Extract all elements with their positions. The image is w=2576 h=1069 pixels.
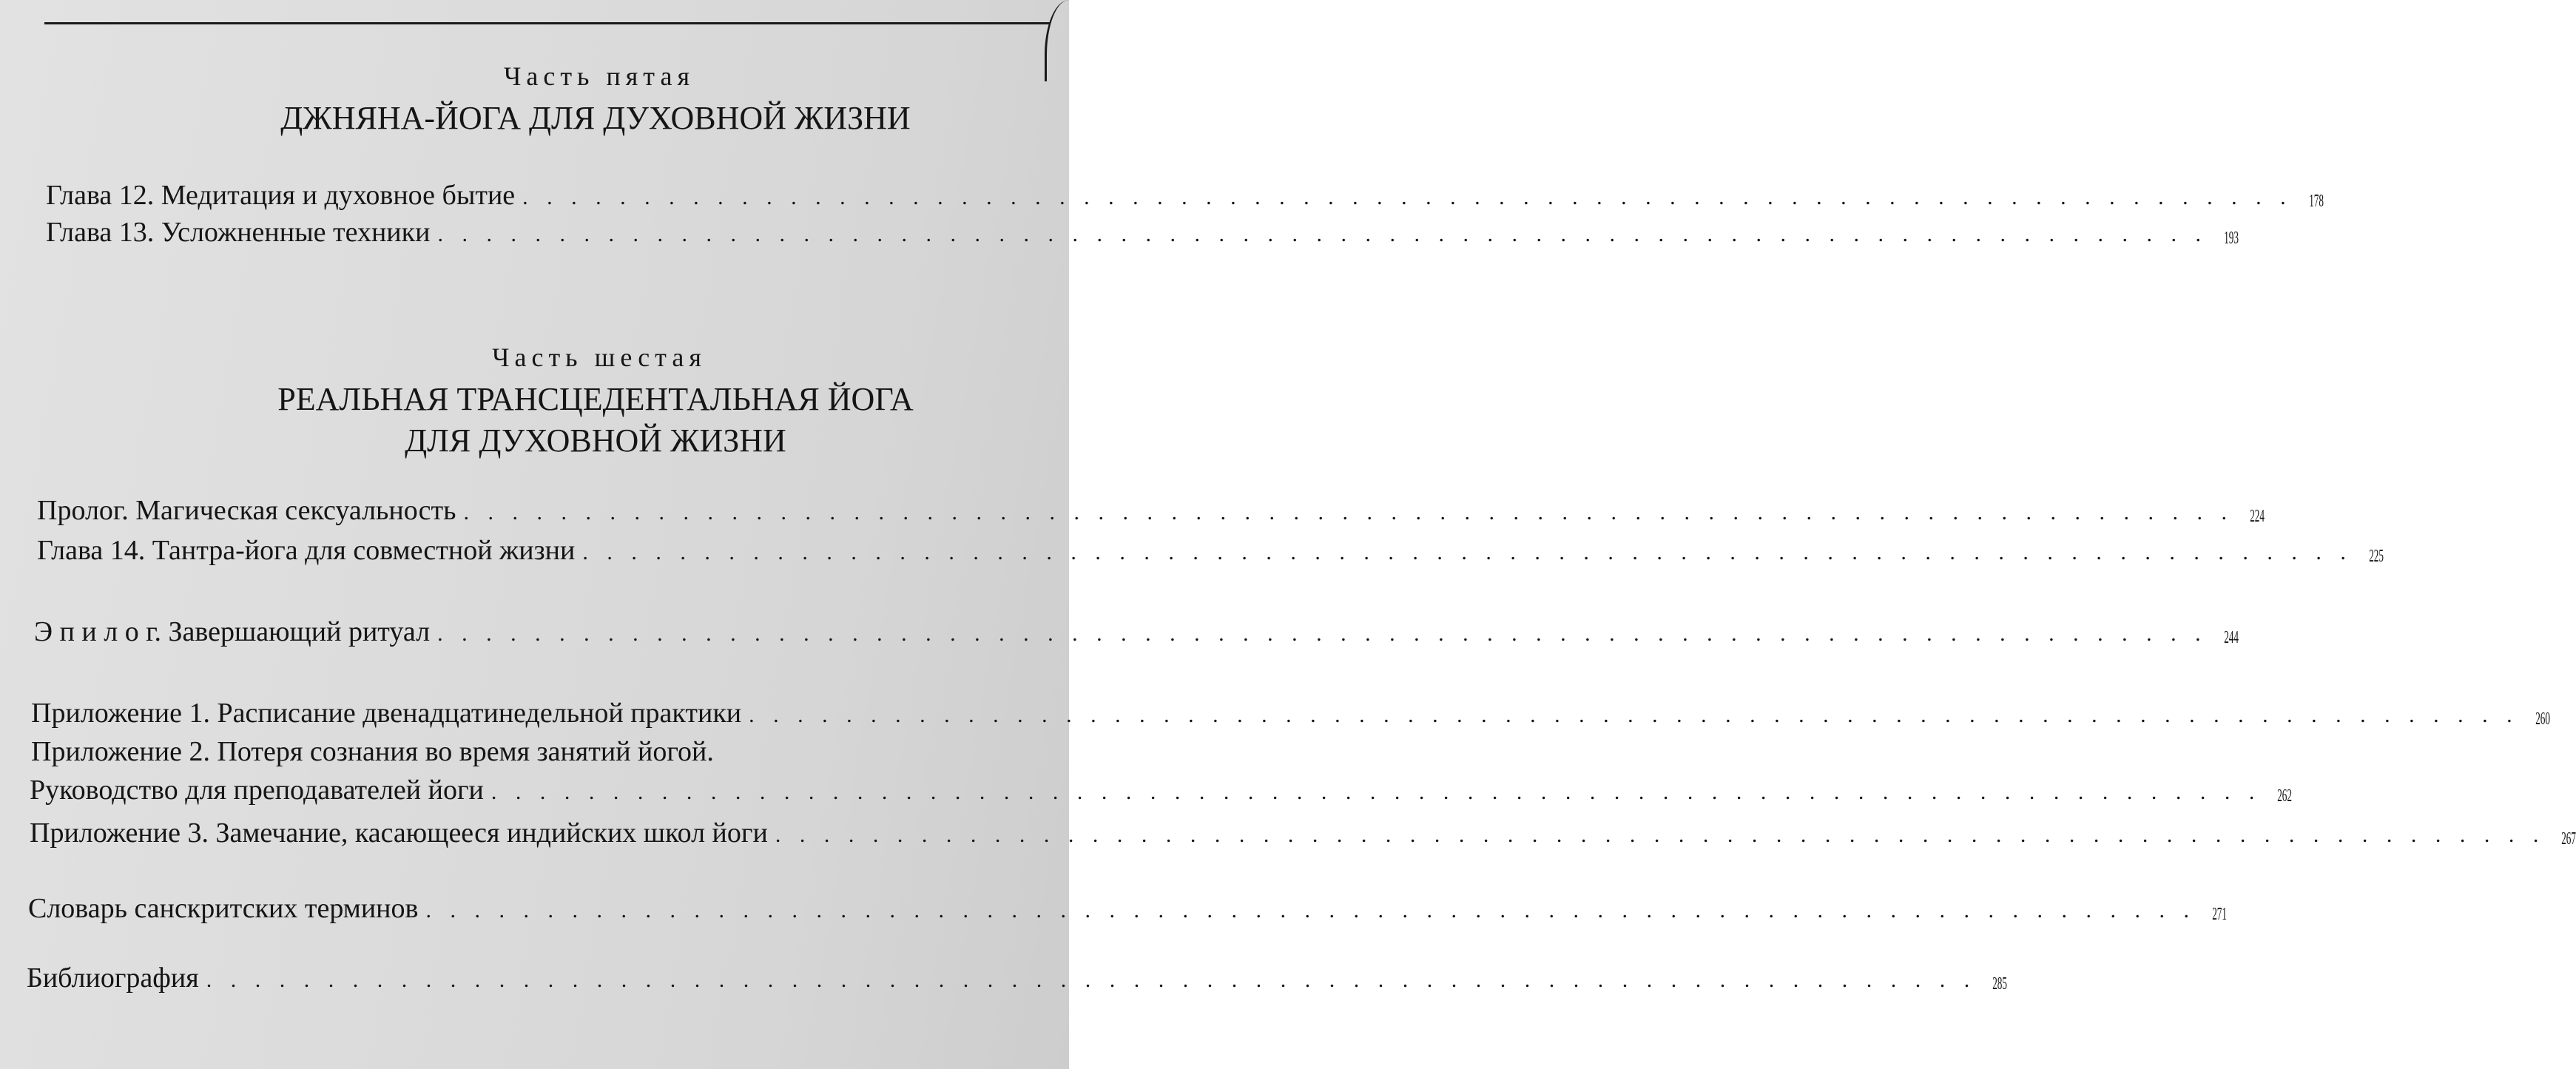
part-five-title: ДЖНЯНА-ЙОГА ДЛЯ ДУХОВНОЙ ЖИЗНИ xyxy=(280,100,911,136)
page-number: 262 xyxy=(2277,786,2293,806)
leader-dots: . . . . . . . . . . . . . . . . . . . . . . . . . . . . . . . . . . . . . . . . . . . . . . . . . . . . . . . . . . . . . . . . . . . . . . . . . xyxy=(437,222,2208,246)
entry-text: Приложение 1. Расписание двенадцатинедельной практики xyxy=(31,698,742,729)
leader-dots: . . . . . . . . . . . . . . . . . . . . . . . . . . . . . . . . . . . . . . . . . . . . . . . . . . . . . . . . . . . . . . . . . . . . . . . . . xyxy=(775,823,2546,847)
leader-dots: . . . . . . . . . . . . . . . . . . . . . . . . . . . . . . . . . . . . . . . . . . . . . . . . . . . . . . . . . . . . . . . . . . . . . . . . . xyxy=(522,185,2293,209)
page-number: 271 xyxy=(2212,905,2227,924)
entry-text: Пролог. Магическая сексуальность xyxy=(37,495,456,526)
page-number: 244 xyxy=(2223,628,2239,647)
entry-text: Глава 12. Медитация и духовное бытие xyxy=(46,180,516,211)
toc-entry-appendix-3 xyxy=(30,817,2576,849)
part-six-label: Часть шестая xyxy=(492,343,707,372)
entry-text: Руководство для преподавателей йоги xyxy=(30,775,484,806)
toc-entry-appendix-2-line1: Приложение 2. Потеря сознания во время занятий йогой. xyxy=(31,736,714,767)
leader-dots: . . . . . . . . . . . . . . . . . . . . . . . . . . . . . . . . . . . . . . . . . . . . . . . . . . . . . . . . . . . . . . . . . . . . . . . . . xyxy=(749,703,2519,727)
leader-dots: . . . . . . . . . . . . . . . . . . . . . . . . . . . . . . . . . . . . . . . . . . . . . . . . . . . . . . . . . . . . . . . . . . . . . . . . . xyxy=(437,621,2208,646)
page-number: 285 xyxy=(1992,974,2008,994)
toc-entry-glossary xyxy=(28,892,2227,925)
entry-text: Приложение 3. Замечание, касающееся индийских школ йоги xyxy=(30,817,768,849)
toc-entry-epilogue xyxy=(34,616,2239,648)
entry-text: Э п и л о г. Завершающий ритуал xyxy=(34,616,431,647)
entry-text: Глава 13. Усложненные техники xyxy=(46,217,431,248)
leader-dots: . . . . . . . . . . . . . . . . . . . . . . . . . . . . . . . . . . . . . . . . . . . . . . . . . . . . . . . . . . . . . . . . . . . . . . . . . xyxy=(490,780,2262,804)
part-six-title-line1: РЕАЛЬНАЯ ТРАНСЦЕДЕНТАЛЬНАЯ ЙОГА xyxy=(277,381,914,417)
page-number: 225 xyxy=(2369,547,2384,566)
page-number: 224 xyxy=(2250,507,2265,526)
toc-entry-prologue xyxy=(37,494,2265,527)
entry-text: Библиография xyxy=(27,962,199,994)
leader-dots: . . . . . . . . . . . . . . . . . . . . . . . . . . . . . . . . . . . . . . . . . . . . . . . . . . . . . . . . . . . . . . . . . . . . . . . . . xyxy=(463,500,2233,525)
entry-text: Словарь санскритских терминов xyxy=(28,893,419,924)
toc-entry-appendix-1 xyxy=(31,697,2550,729)
leader-dots: . . . . . . . . . . . . . . . . . . . . . . . . . . . . . . . . . . . . . . . . . . . . . . . . . . . . . . . . . . . . . . . . . . . . . . . . . xyxy=(582,540,2353,564)
page-number: 178 xyxy=(2308,192,2324,211)
toc-entry-appendix-2-line2 xyxy=(30,774,2293,806)
page-number: 267 xyxy=(2561,829,2576,849)
toc-entry-chapter-13 xyxy=(46,216,2239,249)
toc-entry-chapter-12 xyxy=(46,179,2324,212)
entry-text: Глава 14. Тантра-йога для совместной жизни xyxy=(37,535,576,566)
leader-dots: . . . . . . . . . . . . . . . . . . . . . . . . . . . . . . . . . . . . . . . . . . . . . . . . . . . . . . . . . . . . . . . . . . . . . . . . . xyxy=(425,898,2196,923)
leader-dots: . . . . . . . . . . . . . . . . . . . . . . . . . . . . . . . . . . . . . . . . . . . . . . . . . . . . . . . . . . . . . . . . . . . . . . . . . xyxy=(206,968,1977,992)
page-number: 193 xyxy=(2224,229,2239,248)
page-number: 260 xyxy=(2535,709,2550,729)
toc-entry-chapter-14 xyxy=(37,534,2384,567)
part-six-title-line2: ДЛЯ ДУХОВНОЙ ЖИЗНИ xyxy=(405,422,786,459)
top-rule xyxy=(44,22,1051,24)
part-five-label: Часть пятая xyxy=(503,61,695,91)
toc-entry-bibliography xyxy=(27,962,2008,994)
